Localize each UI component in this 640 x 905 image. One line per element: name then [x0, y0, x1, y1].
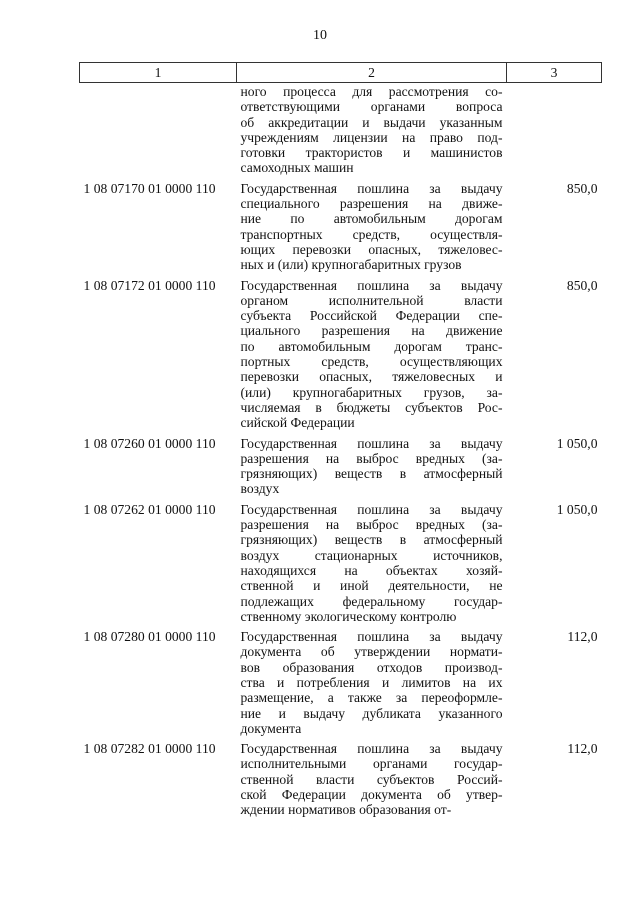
column-header-code: 1	[80, 63, 237, 83]
description-line: вов образования отходов производ-	[240, 659, 503, 675]
amount-cell: 850,0	[566, 180, 598, 196]
description-line: документа	[240, 720, 302, 736]
description-line: ской Федерации документа об утвер-	[240, 787, 503, 803]
description-line: (или) крупногабаритных грузов, за-	[240, 384, 503, 400]
description-line: Государственная пошлина за выдачу	[240, 277, 503, 293]
amount-cell: 850,0	[566, 277, 598, 293]
description-line: сийской Федерации	[240, 415, 355, 431]
table-header-row	[80, 63, 602, 83]
description-line: транспортных средств, осуществля-	[240, 226, 503, 242]
description-line: размещение, а также за переоформле-	[240, 690, 503, 706]
table-row	[80, 274, 602, 432]
page-number: 10	[313, 28, 327, 43]
description-cell	[237, 274, 507, 432]
description-line: Государственная пошлина за выдачу	[240, 501, 503, 517]
description-line: по автомобильным дорогам транс-	[240, 338, 503, 354]
description-line: ющих перевозки опасных, тяжеловес-	[240, 241, 503, 257]
description-line: субъекта Российской Федерации спе-	[240, 308, 503, 324]
description-line: разрешения на выброс вредных (за-	[240, 517, 503, 533]
budget-revenue-table	[79, 62, 602, 819]
revenue-code-cell	[80, 83, 237, 177]
description-line: циального разрешения на движение	[240, 323, 503, 339]
description-cell	[237, 83, 507, 177]
column-header-amount: 3	[507, 63, 602, 83]
description-line: документа об утверждении нормати-	[240, 644, 503, 660]
description-line: грязняющих) веществ в атмосферный	[240, 466, 503, 482]
description-line: исполнительными органами государ-	[240, 756, 503, 772]
description-line: Государственная пошлина за выдачу	[240, 629, 503, 645]
description-cell	[237, 498, 507, 625]
description-line: ства и потребления и лимитов на их	[240, 674, 503, 690]
description-line: ственной и иной деятельности, не	[240, 578, 503, 594]
revenue-code-cell: 1 08 07172 01 0000 110	[83, 277, 216, 293]
description-line: ние и выдачу дубликата указанного	[240, 705, 503, 721]
description-line: ждении нормативов образования от-	[240, 802, 452, 818]
amount-cell: 1 050,0	[556, 501, 598, 517]
description-line: Государственная пошлина за выдачу	[240, 741, 503, 757]
description-line: об аккредитации и выдачи указанным	[240, 114, 503, 130]
revenue-code-cell: 1 08 07260 01 0000 110	[83, 435, 216, 451]
description-line: самоходных машин	[240, 160, 354, 176]
table-row	[80, 498, 602, 625]
description-line: находящихся на объектах хозяй-	[240, 562, 503, 578]
description-line: ние по автомобильным дорогам	[240, 211, 503, 227]
description-cell	[237, 625, 507, 737]
description-line: ственной власти субъектов Россий-	[240, 771, 503, 787]
revenue-code-cell: 1 08 07280 01 0000 110	[83, 629, 216, 645]
description-line: портных средств, осуществляющих	[240, 354, 503, 370]
amount-cell	[507, 83, 602, 177]
table-row	[80, 177, 602, 274]
description-line: органом исполнительной власти	[240, 292, 503, 308]
description-line: готовки трактористов и машинистов	[240, 145, 503, 161]
description-line: специального разрешения на движе-	[240, 196, 503, 212]
revenue-code-cell: 1 08 07170 01 0000 110	[83, 180, 216, 196]
revenue-code-cell: 1 08 07262 01 0000 110	[83, 501, 216, 517]
revenue-code-cell: 1 08 07282 01 0000 110	[83, 741, 216, 757]
description-line: ных и (или) крупногабаритных грузов	[240, 257, 462, 273]
description-line: ответствующими органами вопроса	[240, 99, 503, 115]
description-line: Государственная пошлина за выдачу	[240, 435, 503, 451]
description-line: ного процесса для рассмотрения со-	[240, 84, 503, 99]
description-cell	[237, 432, 507, 498]
description-line: подлежащих федеральному государ-	[240, 593, 503, 609]
description-line: числяемая в бюджеты субъектов Рос-	[240, 399, 503, 415]
table-body	[80, 83, 602, 819]
description-cell	[237, 177, 507, 274]
table-row	[80, 83, 602, 177]
table-row	[80, 625, 602, 737]
amount-cell: 112,0	[567, 741, 598, 757]
description-cell	[237, 737, 507, 818]
description-line: воздух	[240, 481, 280, 497]
description-line: ственному экологическому контролю	[240, 608, 457, 624]
description-line: учреждениям лицензии на право под-	[240, 129, 503, 145]
table-row	[80, 432, 602, 498]
description-line: Государственная пошлина за выдачу	[240, 180, 503, 196]
description-line: разрешения на выброс вредных (за-	[240, 450, 503, 466]
column-header-description: 2	[237, 63, 507, 83]
description-line: воздух стационарных источников,	[240, 547, 503, 563]
description-line: грязняющих) веществ в атмосферный	[240, 532, 503, 548]
description-line: перевозки опасных, тяжеловесных и	[240, 369, 503, 385]
table-row	[80, 737, 602, 818]
amount-cell: 1 050,0	[556, 435, 598, 451]
amount-cell: 112,0	[567, 629, 598, 645]
